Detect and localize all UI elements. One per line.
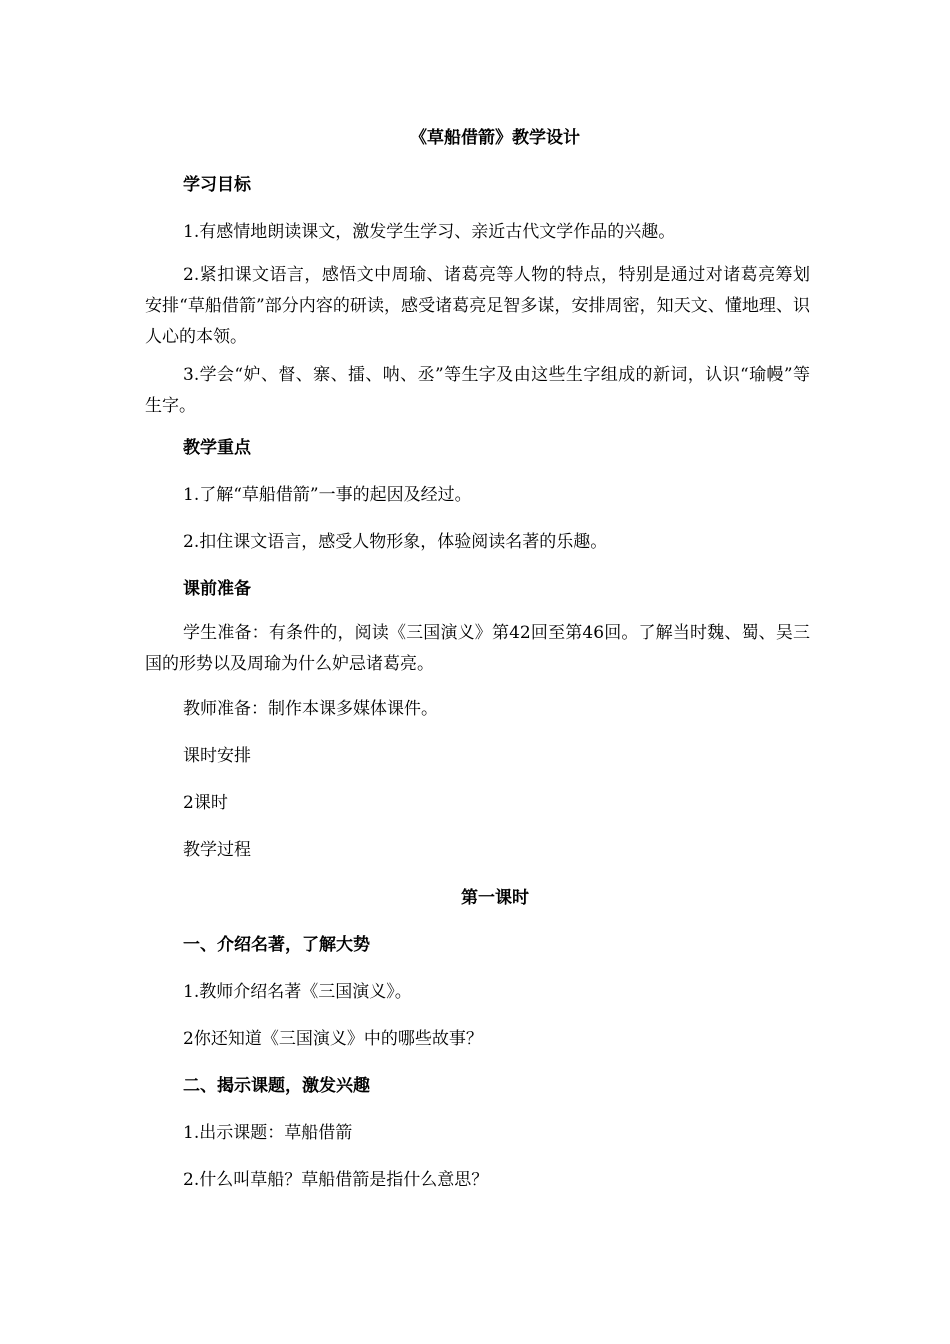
objective-item-1: 1.有感情地朗读课文，激发学生学习、亲近古代文学作品的兴趣。 <box>183 222 676 242</box>
part-one-item-2: 2你还知道《三国演义》中的哪些故事？ <box>183 1029 483 1049</box>
lesson-one-heading: 第一课时 <box>461 888 529 908</box>
process-label: 教学过程 <box>183 840 251 860</box>
section-heading-key-points: 教学重点 <box>183 438 251 458</box>
part-one-item-1: 1.教师介绍名著《三国演义》。 <box>183 982 412 1002</box>
schedule-label: 课时安排 <box>183 746 251 766</box>
part-two-item-1: 1.出示课题：草船借箭 <box>183 1123 353 1143</box>
key-point-item-1: 1.了解“草船借箭”一事的起因及经过。 <box>183 485 472 505</box>
preparation-item-student: 学生准备：有条件的，阅读《三国演义》第42回至第46回。了解当时魏、蜀、吴三国的形势以及周瑜为什么妒忌诸葛亮。 <box>145 623 810 674</box>
objective-item-3: 3.学会“妒、督、寨、擂、呐、丞”等生字及由这些生字组成的新词，认识“瑜幔”等生字。 <box>145 365 810 416</box>
document-title: 《草船借箭》教学设计 <box>410 128 580 148</box>
preparation-item-teacher: 教师准备：制作本课多媒体课件。 <box>183 699 438 719</box>
part-two-item-2: 2.什么叫草船？草船借箭是指什么意思？ <box>183 1170 489 1190</box>
section-heading-preparation: 课前准备 <box>183 579 251 599</box>
key-point-item-2: 2.扣住课文语言，感受人物形象，体验阅读名著的乐趣。 <box>183 532 608 552</box>
section-heading-objectives: 学习目标 <box>183 175 251 195</box>
schedule-value: 2课时 <box>183 793 228 813</box>
part-one-heading: 一、介绍名著，了解大势 <box>183 935 370 955</box>
objective-item-2: 2.紧扣课文语言，感悟文中周瑜、诸葛亮等人物的特点，特别是通过对诸葛亮筹划安排“草船借箭”部分内容的研读，感受诸葛亮足智多谋，安排周密，知天文、懂地理、识人心的本领。 <box>145 265 810 347</box>
part-two-heading: 二、揭示课题，激发兴趣 <box>183 1076 370 1096</box>
